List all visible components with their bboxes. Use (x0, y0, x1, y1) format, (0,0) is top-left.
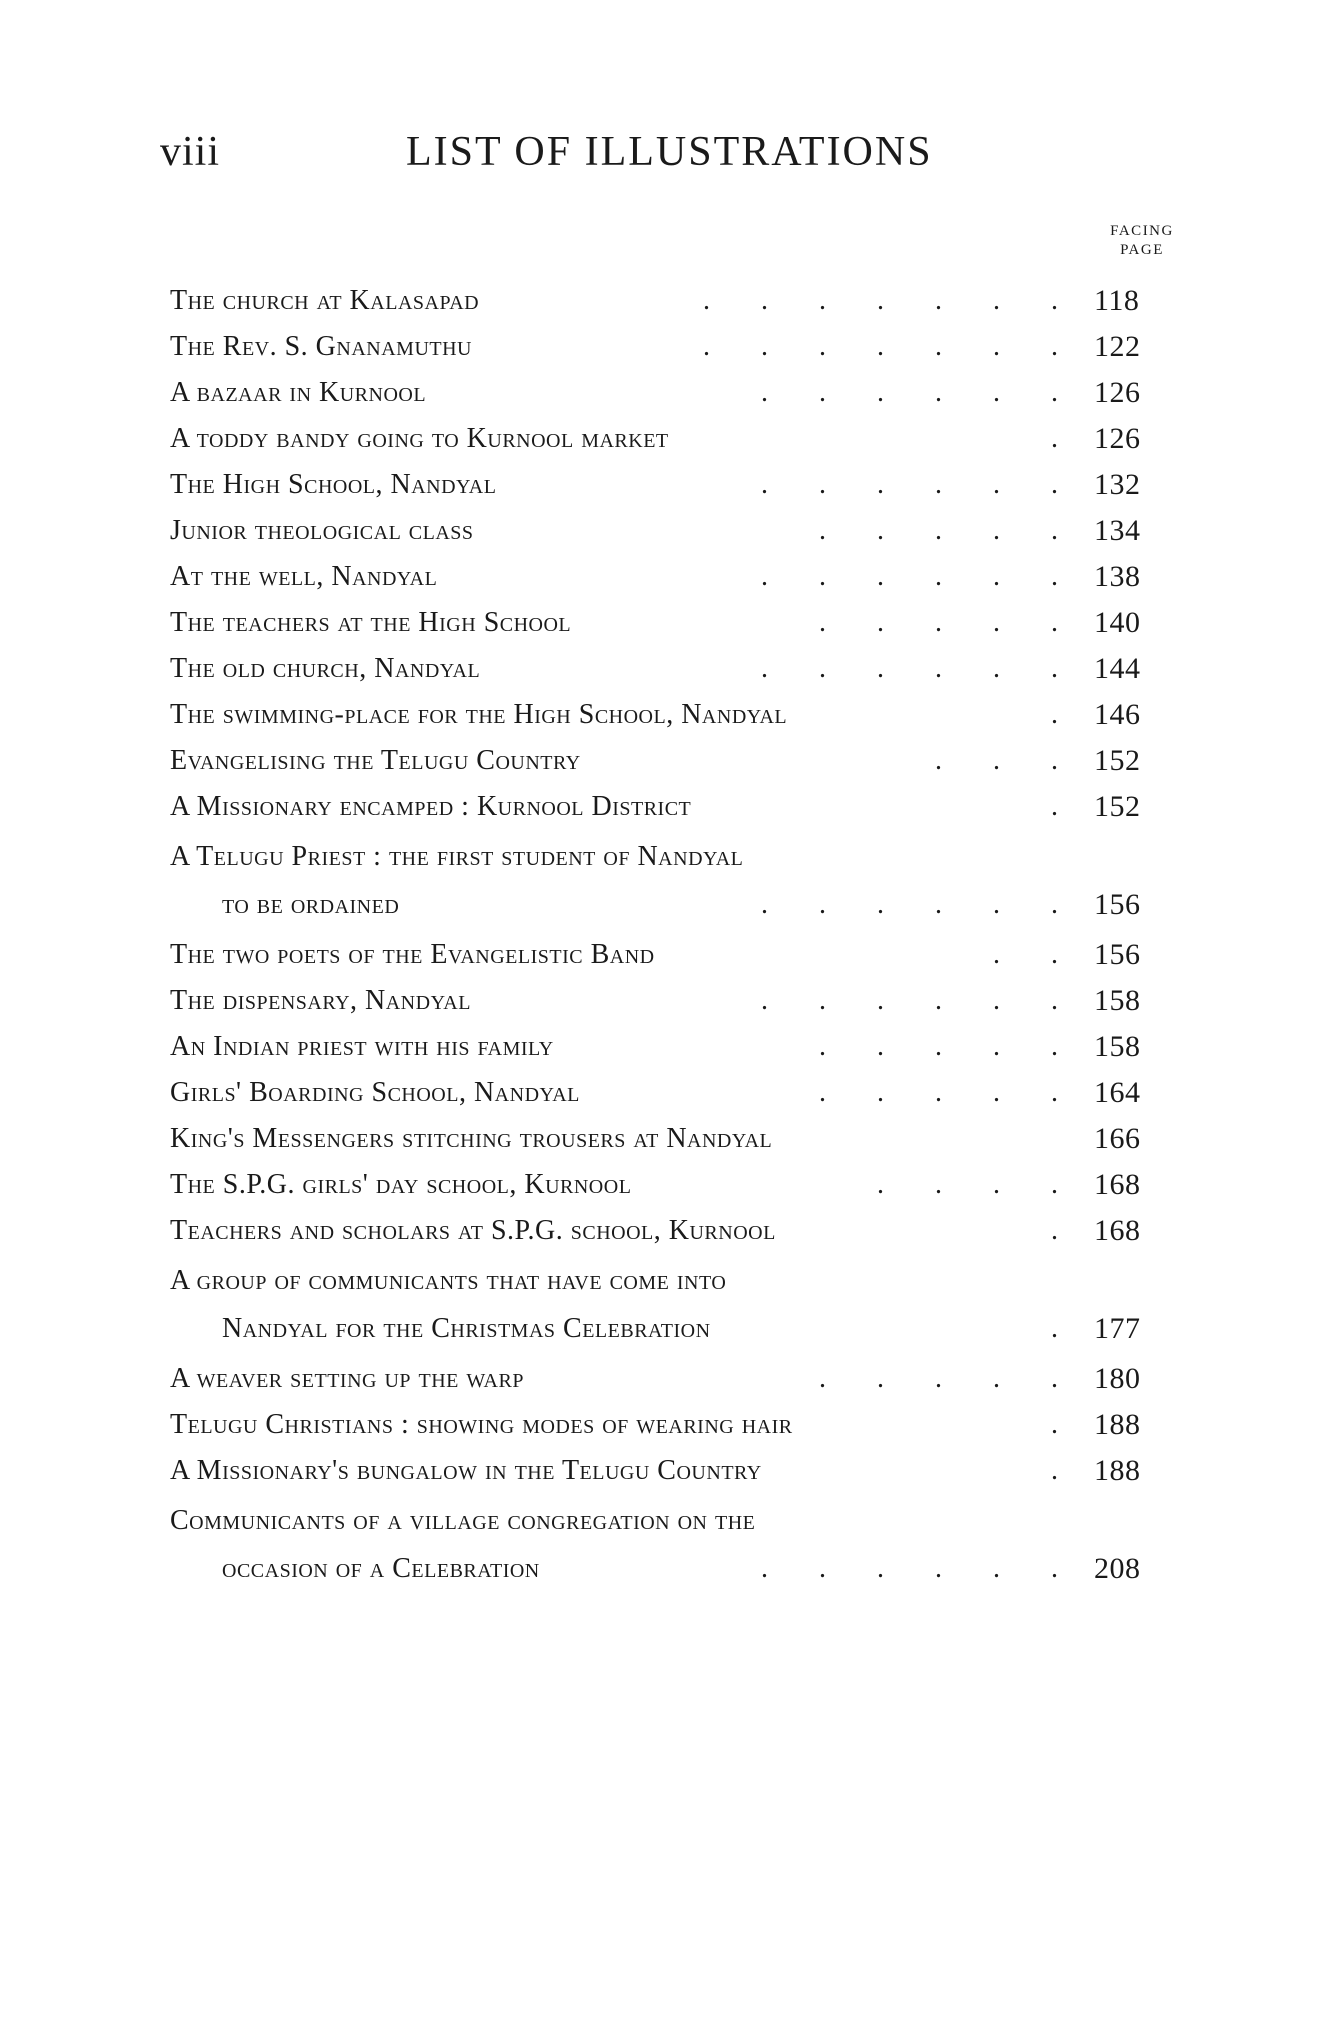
list-item (170, 1356, 1180, 1402)
illustration-title: The swimming-place for the High School, Nandyal (170, 699, 788, 730)
entry-line (170, 978, 1180, 1024)
list-item (170, 1162, 1180, 1208)
entry-line (170, 324, 1180, 370)
facing-page-column-header (1092, 222, 1192, 260)
list-item (170, 834, 1180, 928)
entry-line (170, 1258, 1180, 1304)
facing-page-number: 132 (1094, 468, 1141, 501)
illustration-title: occasion of a Celebration (222, 1553, 540, 1584)
dot-leader: . (1051, 791, 1080, 822)
list-item (170, 1070, 1180, 1116)
illustration-title: A Telugu Priest : the first student of Nandyal (170, 841, 744, 872)
illustration-title: The High School, Nandyal (170, 469, 497, 500)
dot-leader: . . (993, 939, 1080, 970)
dot-leader: . (1051, 423, 1080, 454)
entry-line (170, 370, 1180, 416)
illustration-title: A weaver setting up the warp (170, 1363, 524, 1394)
entry-continuation-line (170, 882, 1180, 928)
dot-leader: . (1051, 1313, 1080, 1344)
facing-page-number: 138 (1094, 560, 1141, 593)
list-item (170, 932, 1180, 978)
illustration-title: The dispensary, Nandyal (170, 985, 471, 1016)
facing-page-number: 152 (1094, 790, 1141, 823)
facing-page-number: 156 (1094, 888, 1141, 921)
dot-leader: . . . (935, 745, 1080, 776)
dot-leader: . . . . . . (761, 1553, 1080, 1584)
dot-leader: . . . . (877, 1169, 1080, 1200)
entry-line (170, 932, 1180, 978)
list-item (170, 1258, 1180, 1352)
illustration-title: The teachers at the High School (170, 607, 572, 638)
dot-leader: . . . . . . (761, 377, 1080, 408)
illustration-title: The old church, Nandyal (170, 653, 481, 684)
facing-page-number: 188 (1094, 1454, 1141, 1487)
entry-line (170, 462, 1180, 508)
list-item (170, 1116, 1180, 1162)
facing-page-number: 118 (1094, 284, 1140, 317)
illustration-title: Teachers and scholars at S.P.G. school, Kurnool (170, 1215, 776, 1246)
facing-page-number: 188 (1094, 1408, 1141, 1441)
entry-line (170, 554, 1180, 600)
list-item (170, 692, 1180, 738)
illustration-title: A Missionary encamped : Kurnool District (170, 791, 692, 822)
dot-leader: . . . . . (819, 607, 1080, 638)
entry-continuation-line (170, 1546, 1180, 1592)
facing-page-number: 177 (1094, 1312, 1141, 1345)
list-item (170, 508, 1180, 554)
list-item (170, 278, 1180, 324)
facing-page-number: 164 (1094, 1076, 1141, 1109)
illustration-title: Nandyal for the Christmas Celebration (222, 1313, 711, 1344)
entry-line (170, 784, 1180, 830)
list-item (170, 1498, 1180, 1592)
facing-page-number: 152 (1094, 744, 1141, 777)
entry-line (170, 416, 1180, 462)
dot-leader: . (1051, 1409, 1080, 1440)
dot-leader: . . . . . . . (703, 331, 1080, 362)
facing-page-number: 180 (1094, 1362, 1141, 1395)
facing-page-number: 168 (1094, 1168, 1141, 1201)
facing-page-number: 134 (1094, 514, 1141, 547)
facing-page-number: 126 (1094, 376, 1141, 409)
illustration-title: The two poets of the Evangelistic Band (170, 939, 655, 970)
list-item (170, 416, 1180, 462)
entry-line (170, 508, 1180, 554)
facing-page-number: 156 (1094, 938, 1141, 971)
facing-page-number: 126 (1094, 422, 1141, 455)
facing-page-number: 122 (1094, 330, 1141, 363)
facing-page-number: 144 (1094, 652, 1141, 685)
entry-line (170, 646, 1180, 692)
dot-leader: . . . . . . (761, 561, 1080, 592)
illustration-list (170, 278, 1180, 1596)
illustration-title: Girls' Boarding School, Nandyal (170, 1077, 580, 1108)
entry-line (170, 1498, 1180, 1544)
illustration-title: Telugu Christians : showing modes of wearing hair (170, 1409, 793, 1440)
illustration-title: A group of communicants that have come into (170, 1265, 727, 1296)
list-item (170, 370, 1180, 416)
dot-leader: . . . . . (819, 515, 1080, 546)
dot-leader: . . . . . (819, 1363, 1080, 1394)
dot-leader: . . . . . (819, 1031, 1080, 1062)
page-title: LIST OF ILLUSTRATIONS (406, 129, 933, 175)
entry-line (170, 1208, 1180, 1254)
dot-leader: . . . . . . (761, 985, 1080, 1016)
list-item (170, 784, 1180, 830)
entry-line (170, 1024, 1180, 1070)
running-head (160, 128, 960, 178)
list-item (170, 1208, 1180, 1254)
illustration-title: The church at Kalasapad (170, 285, 480, 316)
entry-line (170, 1448, 1180, 1494)
list-item (170, 646, 1180, 692)
dot-leader: . . . . . . (761, 889, 1080, 920)
list-item (170, 738, 1180, 784)
facing-page-number: 166 (1094, 1122, 1141, 1155)
entry-line (170, 692, 1180, 738)
list-item (170, 978, 1180, 1024)
illustration-title: A Missionary's bungalow in the Telugu Country (170, 1455, 762, 1486)
page-number: viii (160, 129, 221, 175)
list-item (170, 1402, 1180, 1448)
list-item (170, 462, 1180, 508)
dot-leader: . (1051, 1215, 1080, 1246)
facing-page-number: 158 (1094, 1030, 1141, 1063)
entry-line (170, 1162, 1180, 1208)
dot-leader: . . . . . . . (703, 285, 1080, 316)
illustration-title: An Indian priest with his family (170, 1031, 554, 1062)
illustration-title: Evangelising the Telugu Country (170, 745, 581, 776)
list-item (170, 324, 1180, 370)
entry-line (170, 834, 1180, 880)
facing-page-number: 168 (1094, 1214, 1141, 1247)
entry-line (170, 1070, 1180, 1116)
column-header-line-2: PAGE (1120, 242, 1164, 258)
illustration-title: At the well, Nandyal (170, 561, 438, 592)
entry-line (170, 738, 1180, 784)
entry-line (170, 1116, 1180, 1162)
dot-leader: . (1051, 1455, 1080, 1486)
dot-leader: . . . . . (819, 1077, 1080, 1108)
facing-page-number: 208 (1094, 1552, 1141, 1585)
dot-leader: . . . . . . (761, 469, 1080, 500)
facing-page-number: 158 (1094, 984, 1141, 1017)
illustration-title: The Rev. S. Gnanamuthu (170, 331, 472, 362)
illustration-title: Communicants of a village congregation on the (170, 1505, 756, 1536)
illustration-title: Junior theological class (170, 515, 474, 546)
illustration-title: A bazaar in Kurnool (170, 377, 427, 408)
list-item (170, 554, 1180, 600)
column-header-line-1: FACING (1110, 223, 1174, 239)
illustration-title: A toddy bandy going to Kurnool market (170, 423, 669, 454)
dot-leader: . (1051, 699, 1080, 730)
list-item (170, 1448, 1180, 1494)
list-item (170, 600, 1180, 646)
entry-line (170, 600, 1180, 646)
list-item (170, 1024, 1180, 1070)
entry-line (170, 1356, 1180, 1402)
illustration-title: The S.P.G. girls' day school, Kurnool (170, 1169, 632, 1200)
entry-continuation-line (170, 1306, 1180, 1352)
illustration-title: to be ordained (222, 889, 400, 920)
entry-line (170, 1402, 1180, 1448)
illustration-title: King's Messengers stitching trousers at Nandyal (170, 1123, 773, 1154)
facing-page-number: 146 (1094, 698, 1141, 731)
entry-line (170, 278, 1180, 324)
facing-page-number: 140 (1094, 606, 1141, 639)
dot-leader: . . . . . . (761, 653, 1080, 684)
